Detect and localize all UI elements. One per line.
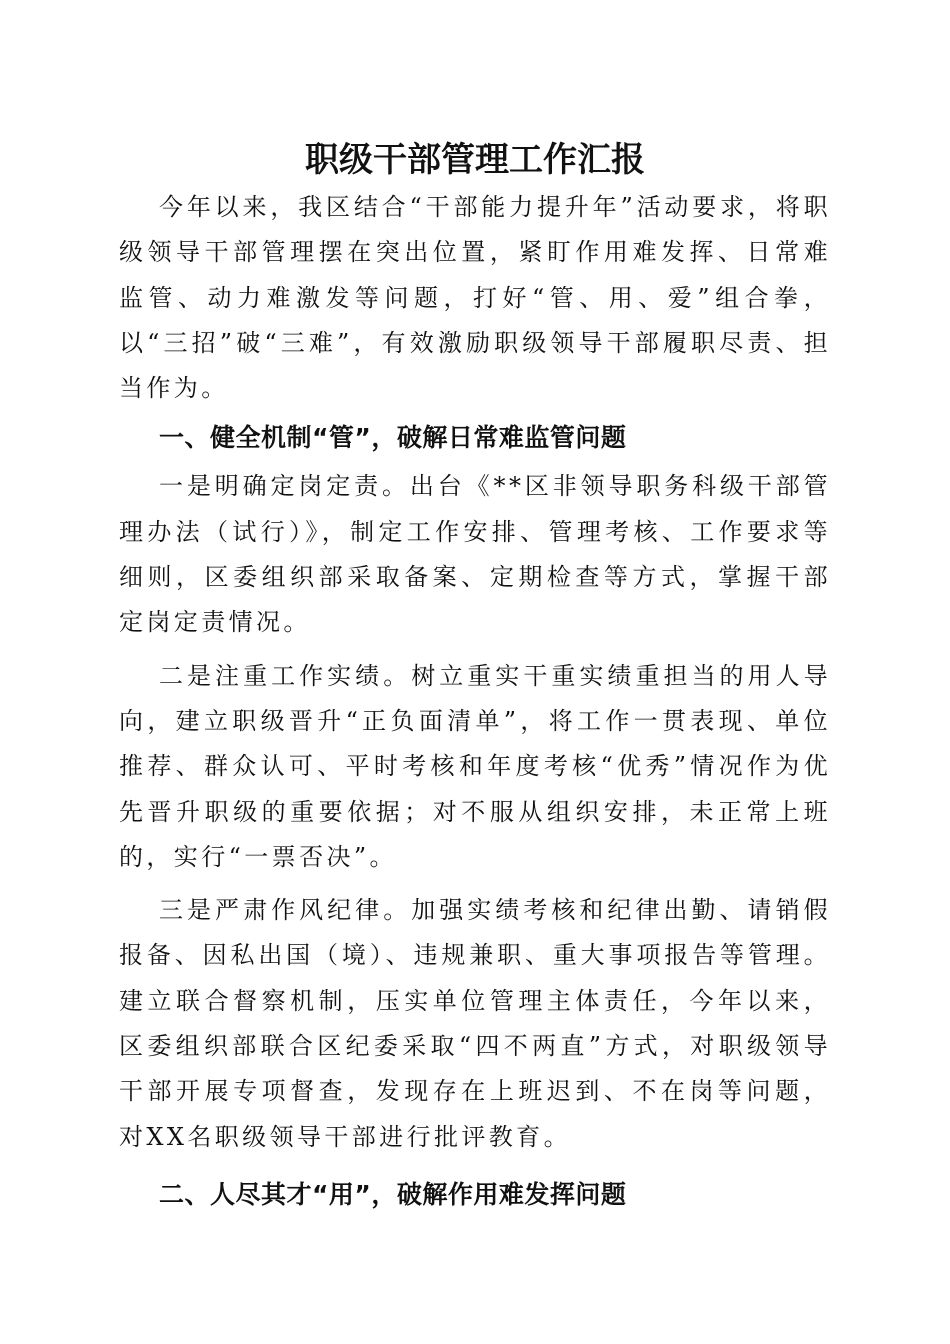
section-heading-1: 一、健全机制“管”，破解日常难监管问题 bbox=[159, 423, 627, 453]
item-lead: 三是严肃作风纪律。 bbox=[159, 896, 412, 925]
section1-item-2 bbox=[119, 654, 831, 880]
item-lead: 二是注重工作实绩。 bbox=[159, 661, 412, 690]
item-lead: 一是明确定岗定责。 bbox=[159, 472, 410, 501]
document-title: 职级干部管理工作汇报 bbox=[305, 140, 645, 180]
item-text: 树立重实干重实绩重担当的用人导向，建立职级晋升“正负面清单”，将工作一贯表现、单位推荐、群众认可、平时考核和年度考核“优秀”情况作为优先晋升职级的重要依据；对不服从组织安排，未正常上班的，实行“一票否决”。 bbox=[119, 661, 831, 871]
section1-item-1 bbox=[119, 464, 831, 645]
item-text: 出台《**区非领导职务科级干部管理办法（试行）》，制定工作安排、管理考核、工作要求等细则，区委组织部采取备案、定期检查等方式，掌握干部定岗定责情况。 bbox=[119, 472, 831, 637]
section-heading-2: 二、人尽其才“用”，破解作用难发挥问题 bbox=[159, 1179, 627, 1209]
intro-paragraph: 今年以来，我区结合“干部能力提升年”活动要求，将职级领导干部管理摆在突出位置，紧盯作用难发挥、日常难监管、动力难激发等问题，打好“管、用、爱”组合拳，以“三招”破“三难”，有效激励职级领导干部履职尽责、担当作为。 bbox=[119, 193, 831, 403]
item-text: 加强实绩考核和纪律出勤、请销假报备、因私出国（境）、违规兼职、重大事项报告等管理。建立联合督察机制，压实单位管理主体责任，今年以来，区委组织部联合区纪委采取“四不两直”方式，对职级领导干部开展专项督查，发现存在上班迟到、不在岗等问题，对XX名职级领导干部进行批评教育。 bbox=[119, 896, 831, 1151]
section1-item-3 bbox=[119, 888, 831, 1160]
document-body bbox=[119, 185, 831, 1221]
